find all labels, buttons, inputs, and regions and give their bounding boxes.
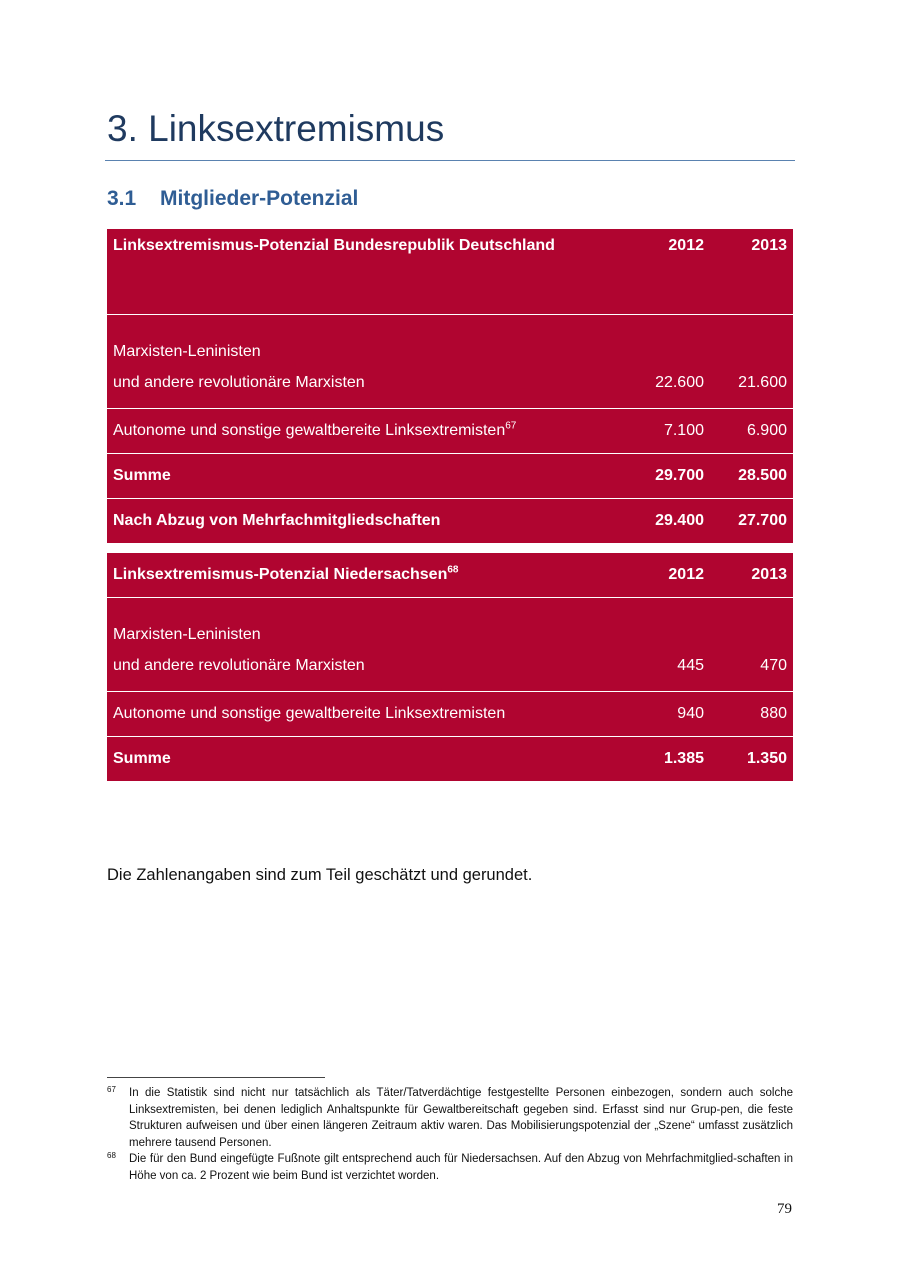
value-2013: 6.900 [710,409,793,454]
row-label-line2: und andere revolutionäre Marxisten [113,374,365,391]
footnote-text: Die für den Bund eingefügte Fußnote gilt entsprechend auch für Niedersachsen. Auf den Abzug von Mehrfachmitglied-schaften in Höhe von ca. 2 Prozent wie beim Bund ist verzichtet worden. [129,1153,793,1182]
row-label: Nach Abzug von Mehrfachmitgliedschaften [107,499,627,544]
section-title [107,187,358,211]
footnotes [107,1085,793,1185]
table-row [107,409,793,454]
value-2013: 27.700 [710,499,793,544]
table-header-label-text: Linksextremismus-Potenzial Niedersachsen [113,566,448,583]
table-row-sum [107,454,793,499]
footnote-mark: 68 [107,1151,116,1161]
row-label: Summe [107,454,627,499]
estimate-note: Die Zahlenangaben sind zum Teil geschätzt und gerundet. [107,866,533,884]
table-header-label [107,553,627,598]
page-number: 79 [777,1201,792,1217]
value-2013: 28.500 [710,454,793,499]
table-header-label: Linksextremismus-Potenzial Bundesrepublik Deutschland [113,237,555,254]
table-row-sum [107,737,793,782]
row-label: Autonome und sonstige gewaltbereite Linksextremisten [107,692,627,737]
table-bund-potential [107,229,793,543]
value-2013: 470 [710,598,793,692]
value-2012: 29.400 [627,499,710,544]
table-nds-potential [107,553,793,781]
row-label-line1: Marxisten-Leninisten [113,343,261,360]
table-header-row [107,553,793,598]
footnote-divider [107,1077,325,1078]
value-2012: 29.700 [627,454,710,499]
footnote-text: In die Statistik sind nicht nur tatsächlich als Täter/Tatverdächtige festgestellte Personen einbezogen, sondern auch solche Linksextremisten, bei denen lediglich Anhaltspunkte für Gewaltbereitschaft gegeben sind. Erfasst sind nur Grup-pen, die feste Strukturen aufweisen und über einen längeren Zeitraum aktiv waren. Das Mobilisierungspotenzial der „Szene“ umfasst zusätzlich mehrere tausend Personen. [129,1087,793,1149]
table-header-year-2013: 2013 [751,237,787,254]
value-2013: 21.600 [710,315,793,409]
footnote-68 [107,1151,793,1184]
table-row [107,692,793,737]
value-2012: 445 [627,598,710,692]
row-label-line1: Marxisten-Leninisten [113,626,261,643]
table-header-year-2012: 2012 [668,566,704,583]
chapter-title: 3. Linksextremismus [107,108,445,149]
table-header-year-2012: 2012 [668,237,704,254]
footnote-67 [107,1085,793,1151]
value-2012: 7.100 [627,409,710,454]
value-2013: 880 [710,692,793,737]
chapter-divider [105,160,795,161]
section-title-text: Mitglieder-Potenzial [160,187,359,210]
row-label: Summe [107,737,627,782]
row-label-text: Autonome und sonstige gewaltbereite Linksextremisten [113,422,506,439]
table-row [107,598,793,692]
row-label [107,598,627,692]
table-row-net [107,499,793,544]
value-2012: 22.600 [627,315,710,409]
table-header-row [107,229,793,315]
value-2012: 940 [627,692,710,737]
section-number: 3.1 [107,187,137,210]
row-label [107,409,627,454]
value-2013: 1.350 [710,737,793,782]
row-label [107,315,627,409]
table-header-year-2013: 2013 [751,566,787,583]
table-row [107,315,793,409]
footnote-ref-68[interactable]: 68 [447,564,459,576]
value-2012: 1.385 [627,737,710,782]
footnote-ref-67[interactable]: 67 [505,420,517,432]
footnote-mark: 67 [107,1085,116,1094]
row-label-line2: und andere revolutionäre Marxisten [113,657,365,674]
